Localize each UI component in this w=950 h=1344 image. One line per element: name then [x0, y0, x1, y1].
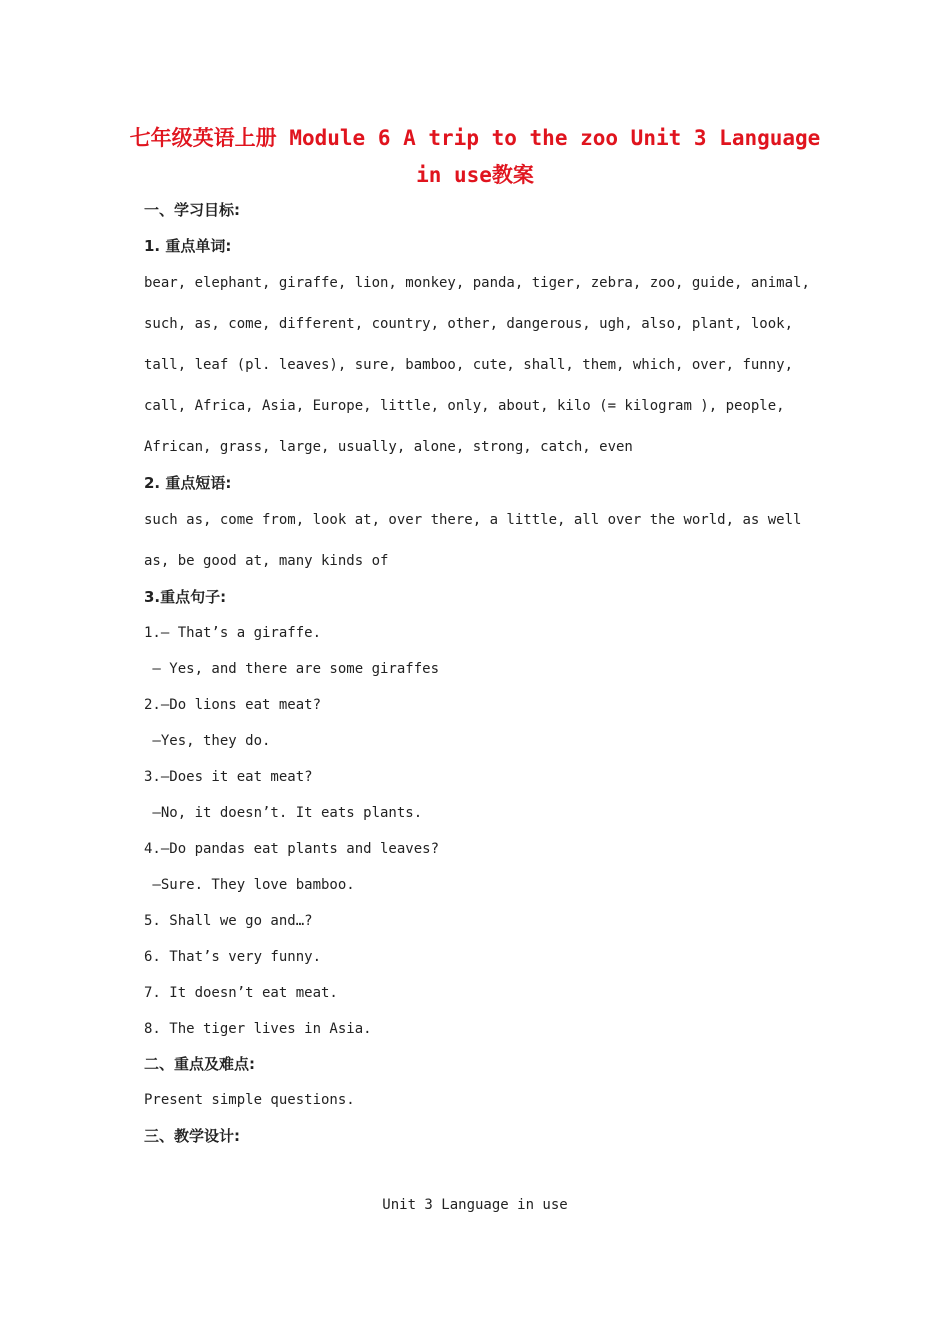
section-1-heading: 一、学习目标:: [144, 201, 240, 219]
sentence-line: —Sure. They love bamboo.: [144, 877, 355, 893]
document-title-line-2: in use教案: [416, 163, 534, 187]
sentence-line: 1.— That’s a giraffe.: [144, 625, 322, 641]
words-line: call, Africa, Asia, Europe, little, only, about, kilo (= kilogram ), people,: [144, 398, 785, 414]
words-line: bear, elephant, giraffe, lion, monkey, panda, tiger, zebra, zoo, guide, animal,: [144, 275, 810, 291]
section-2-text: Present simple questions.: [144, 1092, 355, 1108]
words-line: tall, leaf (pl. leaves), sure, bamboo, cute, shall, them, which, over, funny,: [144, 357, 794, 373]
section-3-heading: 三、教学设计:: [144, 1127, 240, 1145]
sentence-line: —No, it doesn’t. It eats plants.: [144, 805, 423, 821]
subsection-key-words-heading: 1. 重点单词:: [144, 237, 232, 255]
phrases-line: such as, come from, look at, over there, a little, all over the world, as well: [144, 512, 802, 528]
sentence-line: 8. The tiger lives in Asia.: [144, 1021, 372, 1037]
phrases-line: as, be good at, many kinds of: [144, 553, 389, 569]
sentence-line: 4.—Do pandas eat plants and leaves?: [144, 841, 440, 857]
words-line: such, as, come, different, country, other, dangerous, ugh, also, plant, look,: [144, 316, 794, 332]
unit-heading: Unit 3 Language in use: [382, 1197, 568, 1213]
sentence-line: 7. It doesn’t eat meat.: [144, 985, 338, 1001]
sentence-line: 2.—Do lions eat meat?: [144, 697, 322, 713]
words-line: African, grass, large, usually, alone, strong, catch, even: [144, 439, 633, 455]
subsection-key-sentences-heading: 3.重点句子:: [144, 588, 227, 606]
sentence-line: — Yes, and there are some giraffes: [144, 661, 440, 677]
subsection-key-phrases-heading: 2. 重点短语:: [144, 474, 232, 492]
sentence-line: 6. That’s very funny.: [144, 949, 322, 965]
sentence-line: —Yes, they do.: [144, 733, 271, 749]
sentence-line: 3.—Does it eat meat?: [144, 769, 313, 785]
document-title-line-1: 七年级英语上册 Module 6 A trip to the zoo Unit 3 Language: [129, 126, 821, 150]
section-2-heading: 二、重点及难点:: [144, 1055, 255, 1073]
sentence-line: 5. Shall we go and…?: [144, 913, 313, 929]
